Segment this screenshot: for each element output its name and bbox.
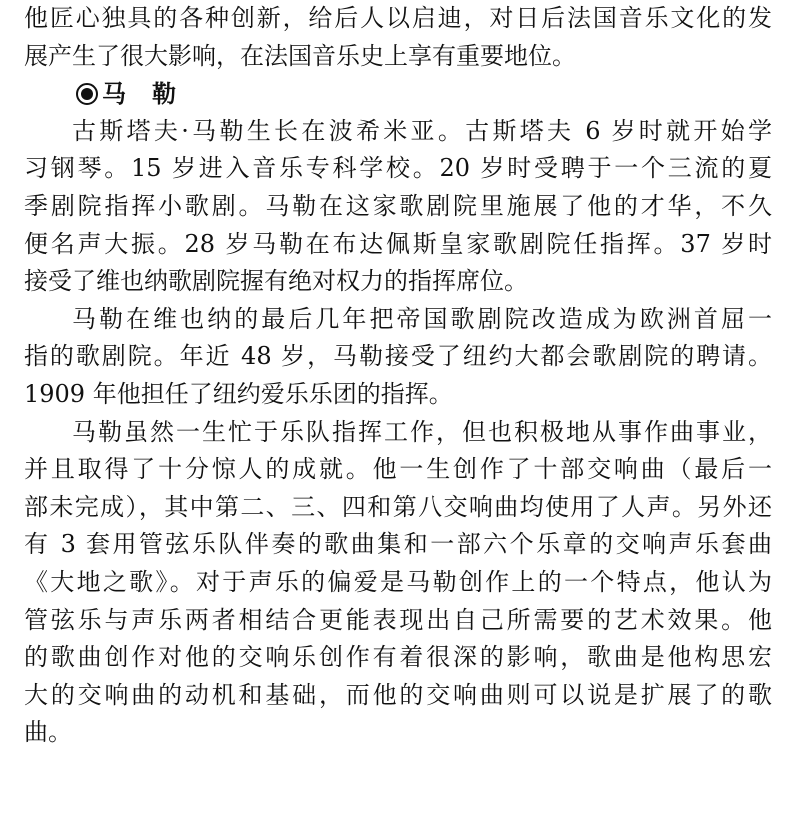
text-line: 大的交响曲的动机和基础，而他的交响曲则可以说是扩展了的歌 [24, 680, 772, 709]
text-line: 《大地之歌》。对于声乐的偏爱是马勒创作上的一个特点，他认为 [24, 567, 772, 596]
paragraph-1 [24, 113, 772, 301]
section-title: 马勒 [102, 79, 202, 109]
text-line: 1909 年他担任了纽约爱乐乐团的指挥。 [24, 379, 453, 408]
text-line: 马勒在维也纳的最后几年把帝国歌剧院改造成为欧洲首屈一 [72, 304, 772, 333]
text-line: 他匠心独具的各种创新，给后人以启迪，对日后法国音乐文化的发 [24, 4, 772, 32]
text-line: 接受了维也纳歌剧院握有绝对权力的指挥席位。 [24, 267, 528, 296]
text-line: 季剧院指挥小歌剧。马勒在这家歌剧院里施展了他的才华，不久 [24, 191, 772, 220]
text-line: 古斯塔夫·马勒生长在波希米亚。古斯塔夫 6 岁时就开始学 [72, 116, 772, 145]
text-line: 并且取得了十分惊人的成就。他一生创作了十部交响曲（最后一 [24, 455, 772, 484]
section-heading [24, 75, 772, 113]
text-line: 便名声大振。28 岁马勒在布达佩斯皇家歌剧院任指挥。37 岁时 [24, 229, 772, 258]
paragraph-3 [24, 414, 772, 752]
text-line: 的歌曲创作对他的交响乐创作有着很深的影响，歌曲是他构思宏 [24, 643, 772, 672]
bullet-icon [76, 83, 98, 105]
text-line: 指的歌剧院。年近 48 岁，马勒接受了纽约大都会歌剧院的聘请。 [24, 342, 772, 371]
text-line: 有 3 套用管弦乐队伴奏的歌曲集和一部六个乐章的交响声乐套曲 [24, 530, 772, 559]
document-page [24, 0, 772, 752]
text-line: 管弦乐与声乐两者相结合更能表现出自己所需要的艺术效果。他 [24, 605, 772, 634]
text-line: 马勒虽然一生忙于乐队指挥工作，但也积极地从事作曲事业， [72, 417, 772, 446]
text-line: 习钢琴。15 岁进入音乐专科学校。20 岁时受聘于一个三流的夏 [24, 154, 772, 183]
paragraph-2 [24, 301, 772, 414]
text-line: 部未完成），其中第二、三、四和第八交响曲均使用了人声。另外还 [24, 492, 772, 521]
intro-paragraph [24, 0, 772, 75]
text-line: 展产生了很大影响，在法国音乐史上享有重要地位。 [24, 41, 576, 70]
text-line: 曲。 [24, 718, 72, 747]
